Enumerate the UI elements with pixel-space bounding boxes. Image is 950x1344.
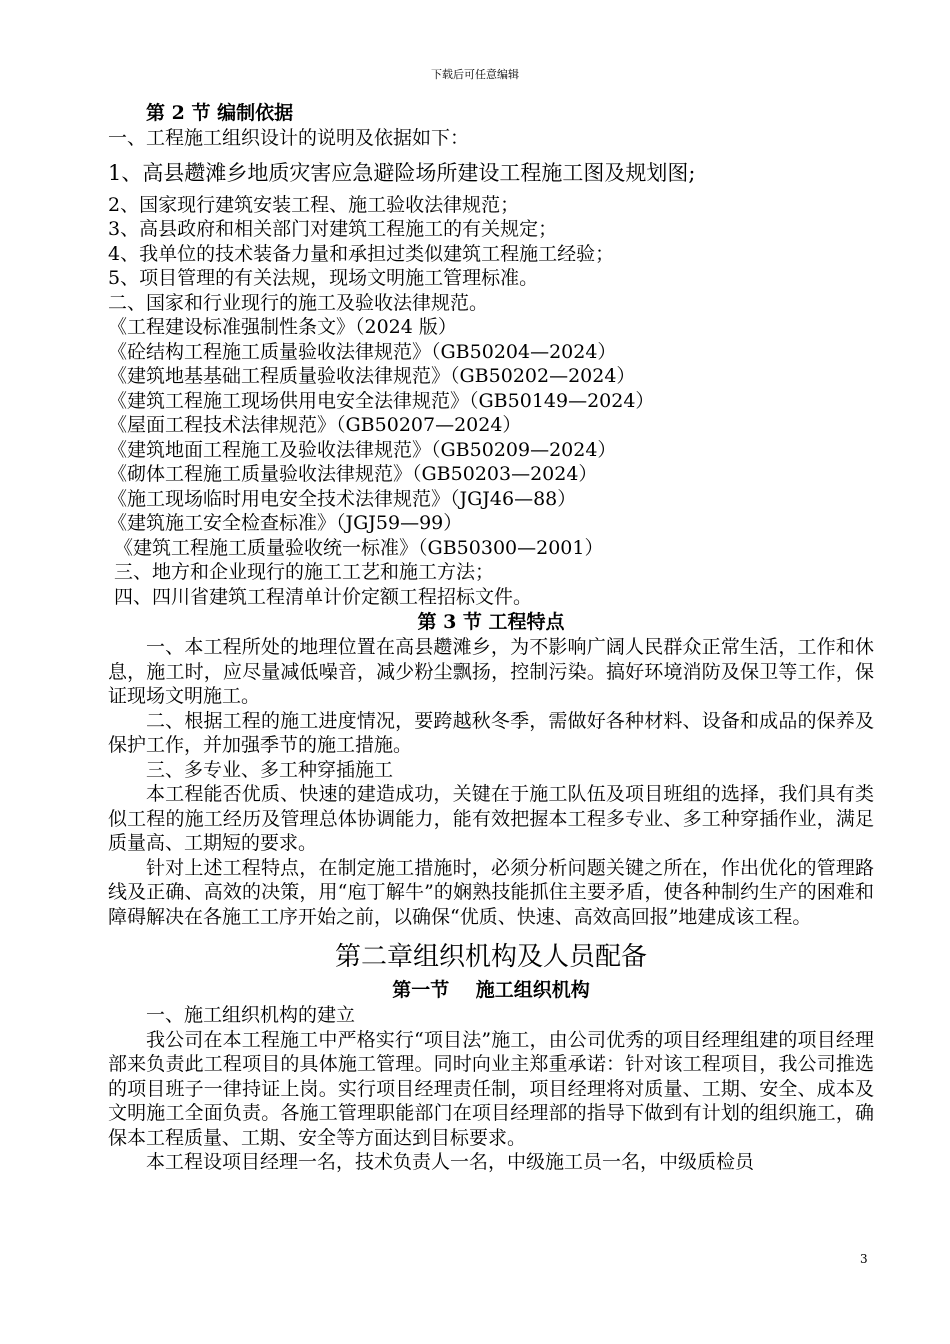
basis-item: 4、我单位的技术装备力量和承担过类似建筑工程施工经验； xyxy=(108,242,615,265)
chapter-2-title: 第二章组织机构及人员配备 xyxy=(334,942,647,972)
paragraph: 二、根据工程的施工进度情况，要跨越秋冬季，需做好各种材料、设备和成品的保养及保护工作，并加强季节的施工措施。 xyxy=(108,709,874,756)
standard-item: 《建筑施工安全检查标准》（JGJ59—99） xyxy=(108,512,463,534)
paragraph: 本工程能否优质、快速的建造成功，关键在于施工队伍及项目班组的选择，我们具有类似工程的施工经历及管理总体协调能力，能有效把握本工程多专业、多工种穿插作业，满足质量高、工期短的要求。 xyxy=(108,783,874,854)
basis-item: 2、国家现行建筑安装工程、施工验收法律规范； xyxy=(108,193,520,216)
page-number: 3 xyxy=(860,1252,868,1266)
standard-item: 《屋面工程技术法律规范》（GB50207—2024） xyxy=(108,414,522,436)
section-2-intro: 一、工程施工组织设计的说明及依据如下： xyxy=(108,127,470,149)
chapter-2-section-1-title: 第一节 施工组织机构 xyxy=(392,979,590,1001)
paragraph: 本工程设项目经理一名，技术负责人一名，中级施工员一名，中级质检员 xyxy=(146,1151,755,1173)
paragraph: 我公司在本工程施工中严格实行“项目法”施工，由公司优秀的项目经理组建的项目经理部来负责此工程项目的具体施工管理。同时向业主郑重承诺：针对该工程项目，我公司推选的项目班子一律持证上岗。实行项目经理责任制，项目经理将对质量、工期、安全、成本及文明施工全面负责。各施工管理职能部门在项目经理部的指导下做到有计划的组织施工，确保本工程质量、工期、安全等方面达到目标要求。 xyxy=(108,1028,874,1149)
paragraph: 三、多专业、多工种穿插施工 xyxy=(146,758,394,781)
basis-item: 5、项目管理的有关法规，现场文明施工管理标准。 xyxy=(108,267,539,289)
basis-item: 二、国家和行业现行的施工及验收法律规范。 xyxy=(108,291,489,314)
basis-item: 3、高县政府和相关部门对建筑工程施工的有关规定； xyxy=(108,218,558,240)
page-content xyxy=(108,100,874,1175)
paragraph: 针对上述工程特点，在制定施工措施时，必须分析问题关键之所在，作出优化的管理路线及正确、高效的决策，用“庖丁解牛”的娴熟技能抓住主要矛盾，使各种制约生产的困难和障碍解决在各施工工序开始之前，以确保“优质、快速、高效高回报”地建成该工程。 xyxy=(108,856,874,928)
standard-item: 《建筑地面工程施工及验收法律规范》（GB50209—2024） xyxy=(108,438,617,461)
page-header: 下载后可任意编辑 xyxy=(431,68,519,81)
subheading: 一、施工组织机构的建立 xyxy=(146,1004,356,1026)
section-2-title: 第 2 节 编制依据 xyxy=(146,102,294,124)
standard-item: 《建筑工程施工现场供用电安全法律规范》（GB50149—2024） xyxy=(108,389,655,412)
standard-item: 《工程建设标准强制性条文》（2024 版） xyxy=(108,316,457,338)
paragraph: 一、本工程所处的地理位置在高县趱滩乡，为不影响广阔人民群众正常生活，工作和休息，施工时，应尽量减低噪音，减少粉尘飘扬，控制污染。搞好环境消防及保卫等工作，保证现场文明施工。 xyxy=(108,636,874,707)
basis-item: 三、地方和企业现行的施工工艺和施工方法； xyxy=(108,561,495,583)
standard-item: 《砼结构工程施工质量验收法律规范》（GB50204—2024） xyxy=(108,340,617,363)
section-3-title: 第 3 节 工程特点 xyxy=(417,611,565,633)
basis-item-1: 1、高县趱滩乡地质灾害应急避险场所建设工程施工图及规划图; xyxy=(108,160,696,185)
basis-item: 四、四川省建筑工程清单计价定额工程招标文件。 xyxy=(108,585,533,608)
standard-item: 《建筑地基基础工程质量验收法律规范》（GB50202—2024） xyxy=(108,365,636,387)
standard-item: 《建筑工程施工质量验收统一标准》（GB50300—2001） xyxy=(108,536,604,559)
standard-item: 《施工现场临时用电安全技术法律规范》（JGJ46—88） xyxy=(108,487,577,510)
standard-item: 《砌体工程施工质量验收法律规范》（GB50203—2024） xyxy=(108,463,598,485)
